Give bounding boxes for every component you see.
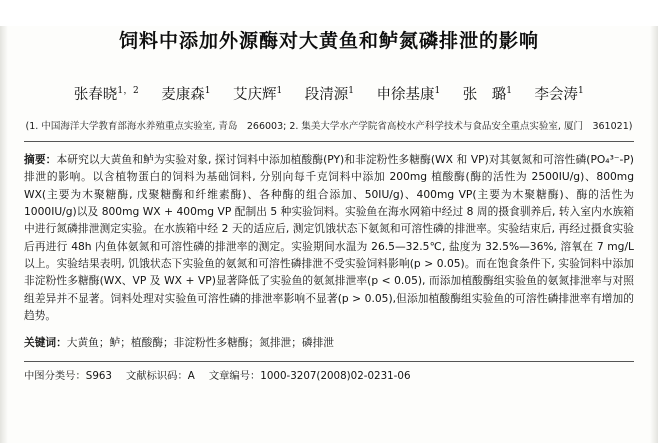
document-code-label: 文献标识码： [125,369,188,382]
article-number-label: 文章编号： [208,369,261,382]
affiliation-line: (1. 中国海洋大学教育部海水养殖重点实验室, 青岛 266003; 2. 集美大学水产学院省高校水产科学技术与食品安全重点实验室, 厦门 361021) [25,121,633,132]
author-name: 李会涛 [534,87,578,103]
author-name: 段清源 [304,87,349,103]
author-affiliation-marker: 1 [434,86,441,97]
author-name: 麦康森 [161,87,205,103]
paper-page [0,26,658,443]
author-affiliation-marker: 1 [577,86,585,97]
author-name: 艾庆辉 [233,87,277,103]
abstract-label: 摘要： [24,153,57,166]
author-list [22,83,636,104]
author-item [74,83,139,104]
clc-label: 中图分类号： [24,369,86,382]
keywords-line [22,335,636,350]
footer-divider [24,361,634,362]
author-affiliation-marker: 1 [276,86,283,97]
document-code-value: A [187,369,195,382]
abstract-text: 本研究以大黄鱼和鲈为实验对象, 探讨饲料中添加植酸酶(PY)和非淀粉性多糖酶(WX 和 VP)对其氨氮和可溶性磷(PO₄³⁻-P)排泄的影响。以含植物蛋白的饲料为基础饲料, 分别向每千克饲料中添加 200mg 植酸酶(酶的活性为 2500IU/g)、800mg WX(主要为木聚糖酶, 戊聚糖酶和纤维素酶)、各种酶的组合添加、50IU/g)、400mg VP(主要为木聚糖酶)、酶的活性为 1000IU/g)以及 800mg WX + 400mg VP 配制出 5 种实验饲料。实验鱼在海水网箱中经过 8 周的摄食驯养后, 转入室内水族箱中进行氮磷排泄测定实验。在水族箱中经 2 天的适应后, 测定饥饿状态下氨氮和可溶性磷的排泄率。实验结束后, 再经过摄食实验后再进行 48h 内鱼体氨氮和可溶性磷的排泄率的测定。实验期间水温为 26.5—32.5℃, 盐度为 32.5%—36%, 溶氧在 7 mg/L 以上。实验结果表明, 饥饿状态下实验鱼的氨氮和可溶性磷排泄不受实验饲料影响(p > 0.05)。而在饱食条件下, 实验饲料中添加非淀粉性多糖酶(WX、VP 及 WX + VP)显著降低了实验鱼的氨氮排泄率(p < 0.05), 而添加植酸酶组实验鱼的氨氮排泄率与对照组差异并不显著。饲料处理对实验鱼可溶性磷的排泄率影响不显著(p > 0.05),但添加植酸酶组实验鱼的可溶性磷排泄率有增加的趋势。 [24,153,634,322]
clc-number [24,367,112,382]
article-number-value: 1000-3207(2008)02-0231-06 [260,369,411,382]
author-item [534,83,584,104]
author-affiliation-marker: 1 [506,86,513,97]
author-item [463,83,513,104]
header-divider [24,141,634,142]
footer-metadata [22,367,636,382]
author-name: 申徐基康 [376,87,435,103]
keywords-label: 关键词： [24,336,67,350]
clc-value: S963 [85,369,112,382]
author-affiliation-marker: 1，2 [117,86,140,97]
document-code [126,367,195,382]
author-affiliation-marker: 1 [204,86,211,97]
abstract-paragraph [22,151,636,324]
author-item [161,83,211,104]
author-affiliation-marker: 1 [348,86,355,97]
author-item [305,83,355,104]
author-name: 张春晓 [73,87,118,103]
page-right-edge-shadow [650,26,658,443]
keywords-text: 大黄鱼；鲈；植酸酶；非淀粉性多糖酶；氮排泄；磷排泄 [66,336,334,350]
author-item [233,83,283,104]
author-name: 张 璐 [462,87,507,103]
page-left-edge-shadow [0,26,8,443]
author-item [376,83,440,104]
page-title: 饲料中添加外源酶对大黄鱼和鲈氮磷排泄的影响 [118,30,539,52]
article-number [209,367,411,382]
